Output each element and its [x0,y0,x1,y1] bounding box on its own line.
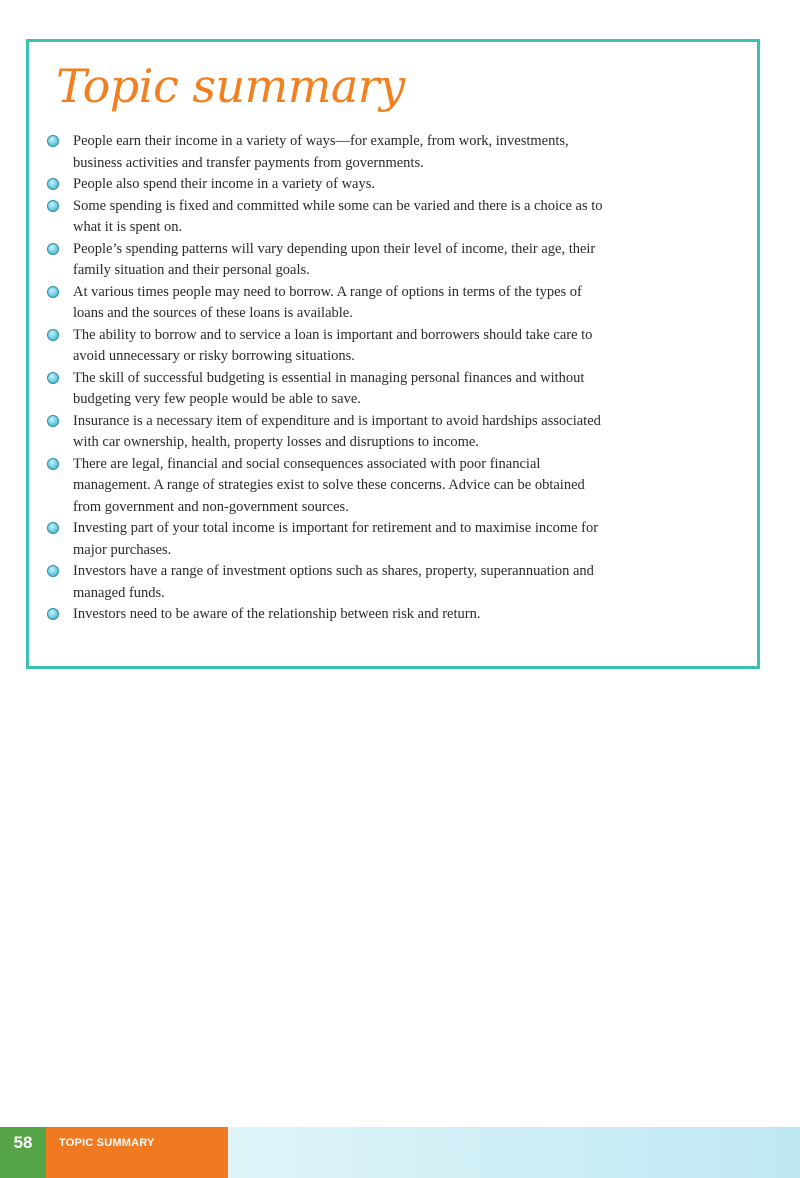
bullet-icon [47,135,59,147]
summary-point [44,196,604,239]
bullet-icon [47,415,59,427]
summary-point-text: Some spending is fixed and committed while some can be varied and there is a choice as to what it is spent on. [73,197,603,235]
bullet-icon [47,372,59,384]
summary-list [44,131,604,626]
bullet-icon [47,178,59,190]
bullet-icon [47,565,59,577]
summary-point [44,282,604,325]
summary-point [44,454,604,519]
summary-point-text: There are legal, financial and social consequences associated with poor financial management. A range of strategies exist to solve these concerns. Advice can be obtained from government and non-government sources. [73,455,585,515]
summary-point-text: Investors need to be aware of the relationship between risk and return. [73,606,481,622]
summary-point [44,368,604,411]
footer-band [228,1127,800,1178]
summary-point-text: Investors have a range of investment options such as shares, property, superannuation and managed funds. [73,563,594,601]
summary-point [44,131,604,174]
summary-point-text: Insurance is a necessary item of expenditure and is important to avoid hardships associated with car ownership, health, property losses and disruptions to income. [73,412,601,450]
summary-title: Topic summary [56,59,405,113]
summary-point-text: Investing part of your total income is important for retirement and to maximise income for major purchases. [73,520,599,558]
summary-point-text: People also spend their income in a variety of ways. [73,176,376,192]
summary-point-text: The skill of successful budgeting is essential in managing personal finances and without budgeting very few people would be able to save. [73,369,585,407]
bullet-icon [47,200,59,212]
page-number: 58 [0,1127,46,1178]
section-label: TOPIC SUMMARY [46,1127,228,1178]
summary-point [44,239,604,282]
summary-point [44,604,604,626]
topic-summary-box [26,39,760,669]
summary-point-text: At various times people may need to borrow. A range of options in terms of the types of loans and the sources of these loans is available. [73,283,582,321]
summary-point [44,325,604,368]
summary-point-text: People’s spending patterns will vary depending upon their level of income, their age, their family situation and their personal goals. [73,240,596,278]
summary-point [44,561,604,604]
bullet-icon [47,286,59,298]
summary-point-text: People earn their income in a variety of ways—for example, from work, investments, business activities and transfer payments from governments. [73,133,569,171]
summary-point [44,411,604,454]
summary-point [44,174,604,196]
bullet-icon [47,608,59,620]
summary-point-text: The ability to borrow and to service a loan is important and borrowers should take care to avoid unnecessary or risky borrowing situations. [73,326,593,364]
bullet-icon [47,329,59,341]
bullet-icon [47,522,59,534]
bullet-icon [47,243,59,255]
bullet-icon [47,458,59,470]
summary-point [44,518,604,561]
